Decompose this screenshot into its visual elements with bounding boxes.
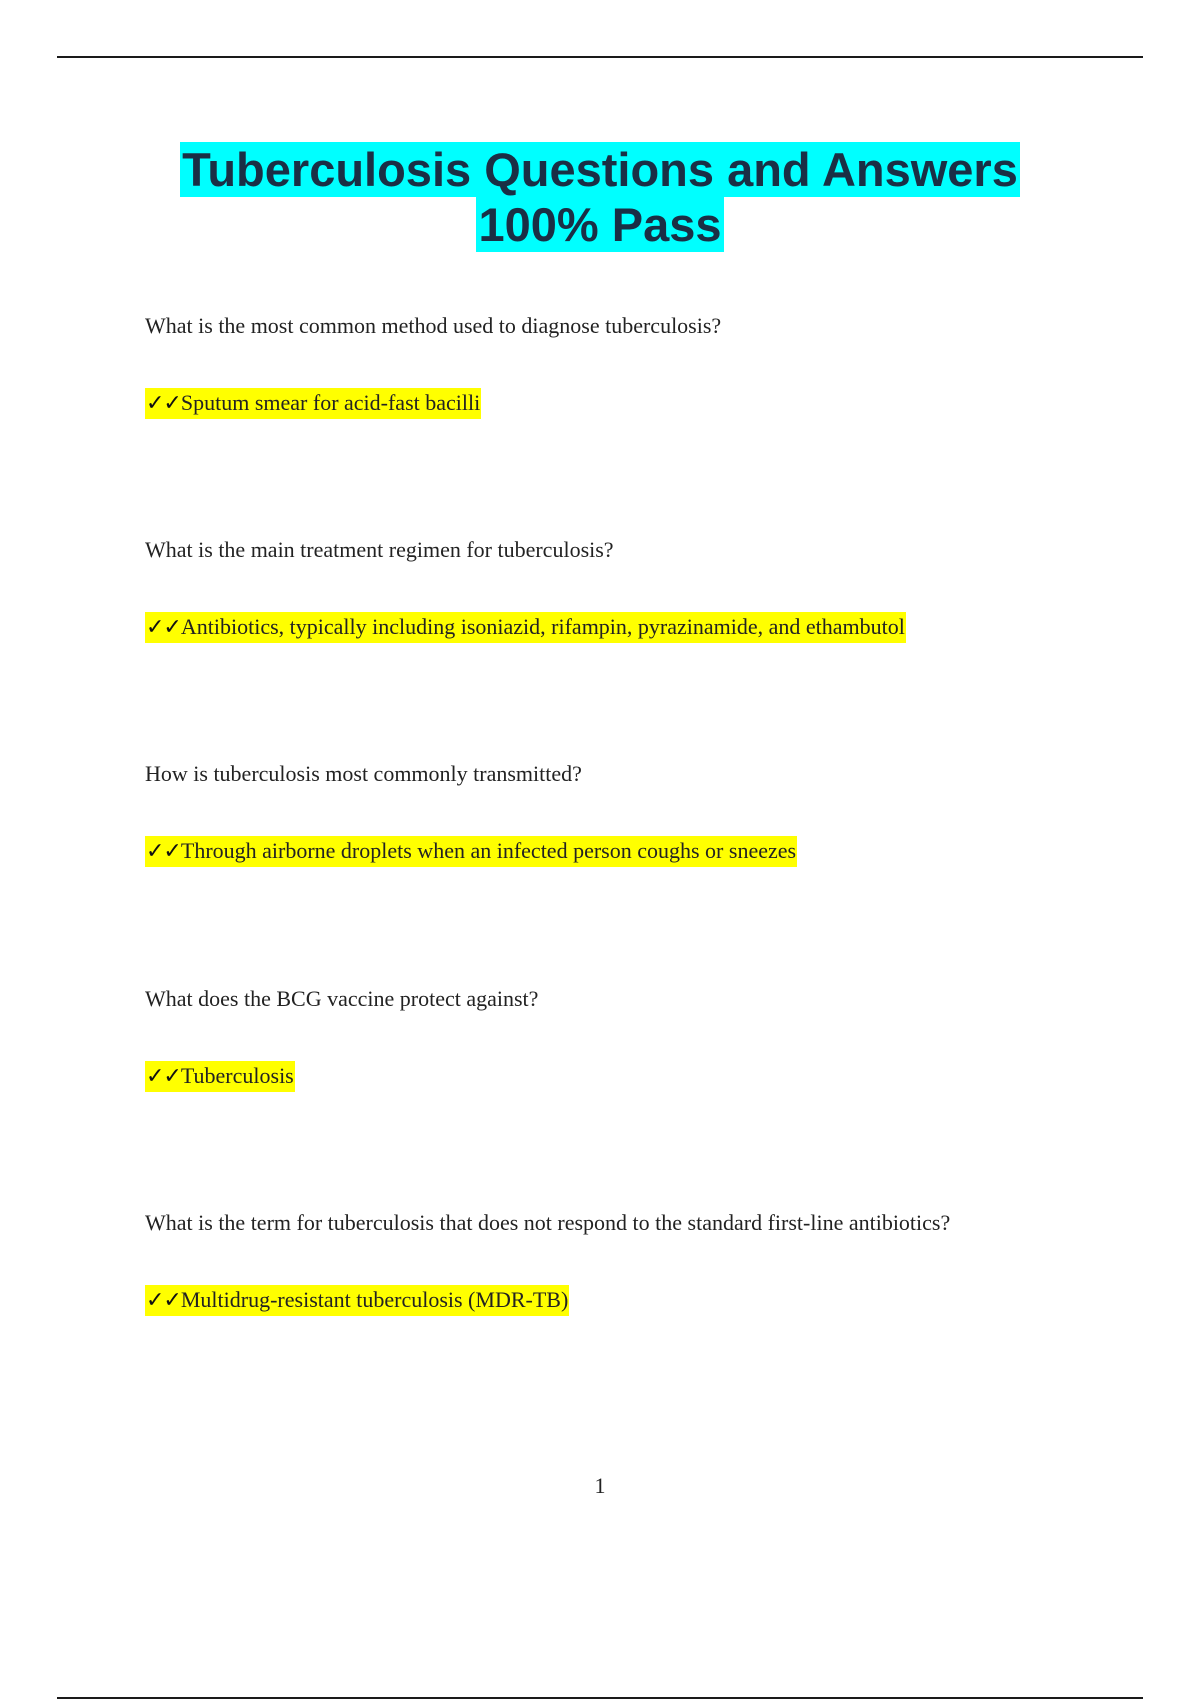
answer-label: Through airborne droplets when an infected person coughs or sneezes: [180, 838, 797, 863]
qa-item-4: [145, 985, 1105, 1089]
answer-highlight: [145, 612, 906, 643]
top-rule: [57, 56, 1143, 58]
check-icon: ✓✓: [146, 1288, 181, 1313]
qa-item-5: [145, 1209, 1105, 1313]
qa-item-3: [145, 760, 1105, 864]
title-line-1: Tuberculosis Questions and Answers: [182, 143, 1018, 196]
question-text: What is the main treatment regimen for tuberculosis?: [145, 537, 614, 562]
page-number: 1: [594, 1473, 606, 1498]
answer-label: Sputum smear for acid-fast bacilli: [180, 390, 481, 415]
question-text: What is the most common method used to diagnose tuberculosis?: [145, 313, 722, 338]
answer-label: Multidrug-resistant tuberculosis (MDR-TB): [180, 1287, 569, 1312]
answer-text: [145, 388, 481, 419]
answer-text: [145, 1285, 569, 1316]
question-text: How is tuberculosis most commonly transmitted?: [145, 761, 582, 786]
answer-highlight: [145, 836, 797, 867]
qa-item-2: [145, 536, 1105, 640]
answer-label: Antibiotics, typically including isoniazid, rifampin, pyrazinamide, and ethambutol: [180, 614, 905, 639]
answer-text: [145, 612, 906, 643]
answer-highlight: [145, 388, 481, 419]
question-text: What does the BCG vaccine protect against?: [145, 986, 539, 1011]
title-line-2: 100% Pass: [478, 198, 722, 251]
answer-text: [145, 1061, 295, 1092]
answer-label: Tuberculosis: [180, 1063, 294, 1088]
check-icon: ✓✓: [146, 839, 181, 864]
check-icon: ✓✓: [146, 391, 181, 416]
check-icon: ✓✓: [146, 1064, 181, 1089]
document-title: [0, 142, 1200, 252]
question-text: What is the term for tuberculosis that does not respond to the standard first-line antibiotics?: [145, 1210, 951, 1235]
answer-highlight: [145, 1285, 569, 1316]
qa-item-1: [145, 312, 1105, 416]
bottom-rule: [57, 1697, 1143, 1699]
answer-text: [145, 836, 797, 867]
check-icon: ✓✓: [146, 615, 181, 640]
answer-highlight: [145, 1061, 295, 1092]
